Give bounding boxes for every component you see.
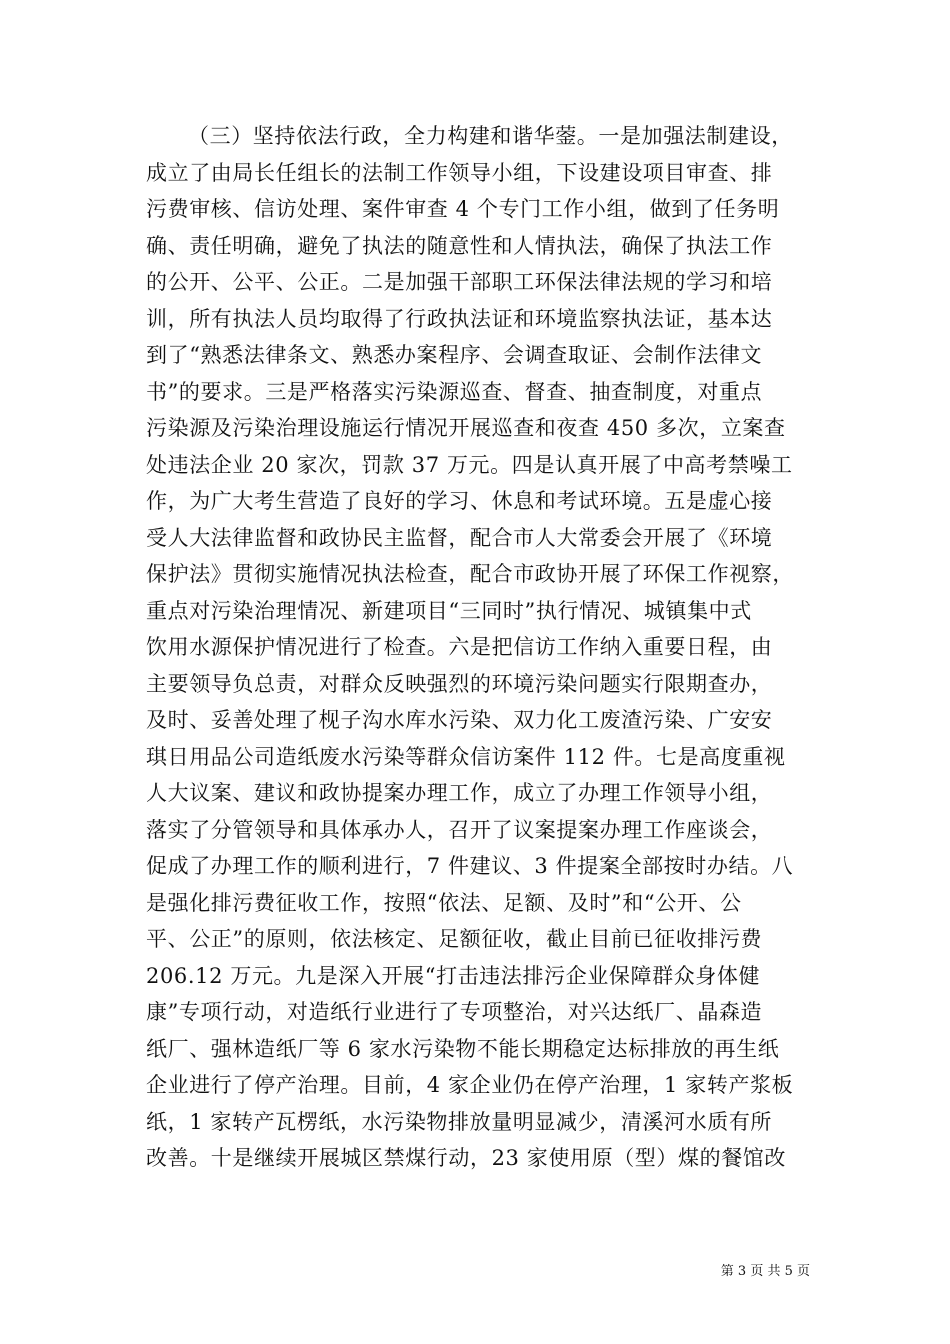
text-line: 206.12 万元。九是深入开展“打击违法排污企业保障群众身体健: [146, 963, 761, 988]
text-line: 纸，1 家转产瓦楞纸，水污染物排放量明显减少，清溪河水质有所: [146, 1109, 773, 1134]
text-line: 确、责任明确，避免了执法的随意性和人情执法，确保了执法工作: [146, 233, 773, 258]
text-line: 的公开、公平、公正。二是加强干部职工环保法律法规的学习和培: [146, 270, 773, 294]
text-line: 主要领导负总责，对群众反映强烈的环境污染问题实行限期查办，: [146, 671, 773, 696]
text-line: 污染源及污染治理设施运行情况开展巡查和夜查 450 多次，立案查: [146, 416, 786, 440]
text-line: 落实了分管领导和具体承办人，召开了议案提案办理工作座谈会，: [146, 817, 773, 842]
text-line: 饮用水源保护情况进行了检查。六是把信访工作纳入重要日程，由: [146, 635, 773, 659]
text-line: 受人大法律监督和政协民主监督，配合市人大常委会开展了《环境: [146, 525, 773, 550]
page-number: 第 3 页 共 5 页: [720, 1264, 810, 1279]
text-line: 促成了办理工作的顺利进行，7 件建议、3 件提案全部按时办结。八: [146, 854, 794, 878]
text-line: 人大议案、建议和政协提案办理工作，成立了办理工作领导小组，: [146, 781, 773, 805]
text-line: 处违法企业 20 家次，罚款 37 万元。四是认真开展了中高考禁噪工: [146, 452, 793, 477]
text-line: 及时、妥善处理了枧子沟水库水污染、双力化工废渣污染、广安安: [146, 708, 773, 732]
text-line: 改善。十是继续开展城区禁煤行动，23 家使用原（型）煤的餐馆改: [146, 1146, 786, 1170]
text-line: 是强化排污费征收工作，按照“依法、足额、及时”和“公开、公: [146, 890, 742, 915]
text-line: （三）坚持依法行政，全力构建和谐华蓥。一是加强法制建设，: [188, 124, 793, 148]
body-paragraph: [146, 118, 806, 1177]
text-line: 琪日用品公司造纸废水污染等群众信访案件 112 件。七是高度重视: [146, 744, 786, 769]
text-line: 平、公正”的原则，依法核定、足额征收，截止目前已征收排污费: [146, 927, 763, 951]
text-line: 成立了由局长任组长的法制工作领导小组，下设建设项目审查、排: [146, 160, 773, 185]
text-line: 康”专项行动，对造纸行业进行了专项整治，对兴达纸厂、晶森造: [146, 1000, 763, 1024]
text-line: 训，所有执法人员均取得了行政执法证和环境监察执法证，基本达: [146, 306, 773, 331]
text-line: 到了“熟悉法律条文、熟悉办案程序、会调查取证、会制作法律文: [146, 343, 763, 367]
text-line: 书”的要求。三是严格落实污染源巡查、督查、抽查制度，对重点: [146, 379, 763, 404]
text-line: 重点对污染治理情况、新建项目“三同时”执行情况、城镇集中式: [146, 598, 752, 623]
text-line: 纸厂、强林造纸厂等 6 家水污染物不能长期稳定达标排放的再生纸: [146, 1036, 780, 1061]
text-line: 污费审核、信访处理、案件审查 4 个专门工作小组，做到了任务明: [146, 197, 780, 221]
text-line: 企业进行了停产治理。目前，4 家企业仍在停产治理，1 家转产浆板: [146, 1073, 794, 1097]
text-line: 作，为广大考生营造了良好的学习、休息和考试环境。五是虚心接: [146, 489, 773, 513]
text-line: 保护法》贯彻实施情况执法检查，配合市政协开展了环保工作视察，: [146, 562, 794, 586]
